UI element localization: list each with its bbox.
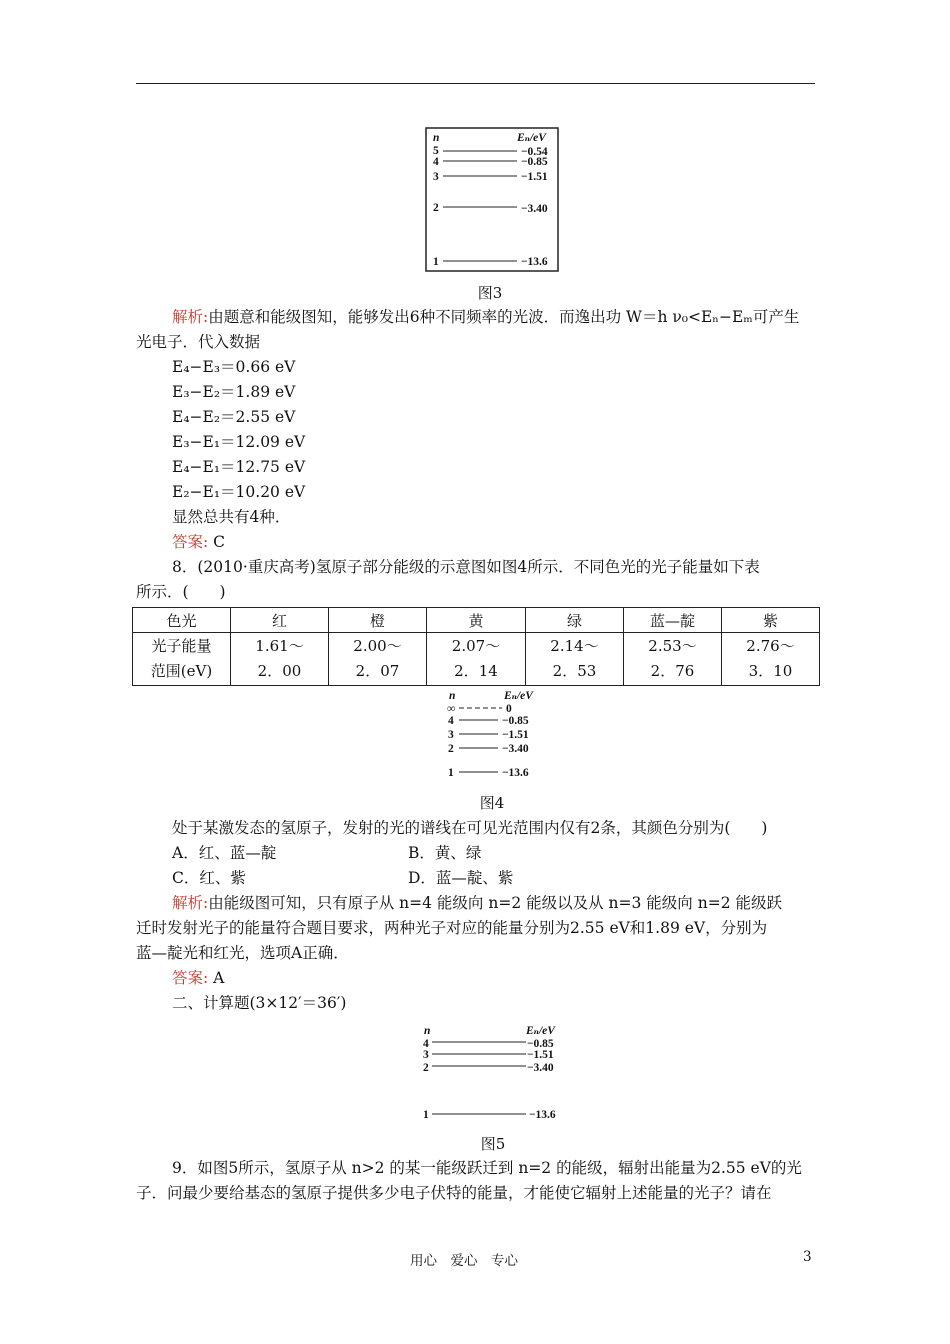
q7-equation: E₄−E₁＝12.75 eV [172, 458, 306, 476]
table-header-cell: 蓝—靛 [624, 608, 722, 633]
table-cell: 2.53～ 2．76 [624, 633, 722, 686]
header-rule [136, 83, 815, 84]
fig3-caption: 图3 [477, 284, 503, 302]
fig4-level-1-e: −13.6 [502, 767, 529, 779]
fig5-energy-level-diagram [418, 1022, 568, 1126]
fig3-n-label: n [433, 132, 440, 144]
table-cell: 1.61～ 2．00 [231, 633, 329, 686]
fig3-level-3-n: 3 [433, 171, 439, 183]
fig3-level-2-n: 2 [433, 202, 439, 214]
q8-answer-value: A [213, 969, 225, 987]
fig5-level-2-e: −3.40 [527, 1062, 554, 1074]
fig4-level-4-n: 4 [448, 715, 454, 727]
q8-option-d: D．蓝—靛、紫 [408, 869, 514, 887]
fig5-level-1-n: 1 [423, 1109, 429, 1121]
table-cell: 2.00～ 2．07 [329, 633, 427, 686]
q7-equation: E₃−E₁＝12.09 eV [172, 433, 306, 451]
q7-conclusion: 显然总共有4种． [172, 508, 291, 526]
table-header-cell: 黄 [427, 608, 526, 633]
fig3-level-4-n: 4 [433, 156, 439, 168]
table-row [133, 633, 820, 686]
q7-equation: E₃−E₂＝1.89 eV [172, 383, 296, 401]
q7-equation: E₂−E₁＝10.20 eV [172, 483, 306, 501]
footer-motto: 用心 爱心 专心 [410, 1253, 518, 1269]
fig5-level-1-e: −13.6 [529, 1109, 556, 1121]
table-header-row [133, 608, 820, 633]
fig4-level-3-e: −1.51 [502, 729, 529, 741]
q8-analysis-text-1: 由能级图可知，只有原子从 n=4 能级向 n=2 能级以及从 n=3 能级向 n=2 能级跃 [208, 894, 782, 912]
q7-answer-value: C [213, 533, 226, 551]
table-cell: 2.76～ 3．10 [722, 633, 820, 686]
fig4-level-inf-e: 0 [506, 703, 512, 715]
q8-analysis-text-3: 蓝—靛光和红光，选项A正确． [136, 944, 349, 962]
fig4-level-2-n: 2 [448, 743, 454, 755]
q7-analysis [172, 307, 799, 327]
fig5-e-label: Eₙ/eV [526, 1025, 555, 1037]
table-cell: 2.07～ 2．14 [427, 633, 526, 686]
photon-energy-table [132, 607, 820, 686]
q8-analysis-text-2: 迁时发射光子的能量符合题目要求，两种光子对应的能量分别为2.55 eV和1.89 eV，分别为 [136, 919, 768, 937]
fig3-level-5-e: −0.54 [521, 146, 548, 158]
page-number: 3 [803, 1249, 812, 1265]
fig5-level-4-e: −0.85 [527, 1038, 554, 1050]
q9-stem-1: 9．如图5所示，氢原子从 n>2 的某一能级跃迁到 n=2 的能级，辐射出能量为2.55 eV的光 [172, 1159, 802, 1177]
fig4-e-label: Eₙ/eV [504, 690, 533, 702]
q8-option-b: B．黄、绿 [408, 844, 482, 862]
q8-stem-1: 8．(2010·重庆高考)氢原子部分能级的示意图如图4所示．不同色光的光子能量如下表 [172, 558, 760, 576]
fig3-level-5-n: 5 [433, 145, 439, 157]
table-header-cell: 紫 [722, 608, 820, 633]
q7-equation: E₄−E₂＝2.55 eV [172, 408, 296, 426]
q8-analysis [172, 893, 782, 913]
q8-analysis-label: 解析: [172, 894, 209, 912]
table-header-cell: 红 [231, 608, 329, 633]
fig5-level-2-n: 2 [423, 1062, 429, 1074]
fig5-level-3-n: 3 [423, 1049, 429, 1061]
fig3-e-label: Eₙ/eV [517, 132, 546, 144]
table-header-cell: 绿 [526, 608, 624, 633]
q8-option-c: C．红、紫 [172, 869, 246, 887]
fig4-caption: 图4 [479, 794, 505, 812]
q7-analysis-text-2: 光电子．代入数据 [136, 333, 261, 351]
fig3-level-1-e: −13.6 [521, 256, 548, 268]
fig5-caption: 图5 [480, 1135, 506, 1153]
fig5-level-4-n: 4 [423, 1038, 429, 1050]
fig4-level-3-n: 3 [448, 729, 454, 741]
fig4-level-2-e: −3.40 [502, 743, 529, 755]
q7-analysis-label: 解析: [172, 308, 209, 326]
table-header-cell: 色光 [133, 608, 231, 633]
fig5-level-3-e: −1.51 [527, 1049, 554, 1061]
fig3-level-1-n: 1 [433, 256, 439, 268]
fig4-n-label: n [449, 690, 456, 702]
fig4-level-inf-n: ∞ [447, 703, 456, 715]
q7-answer-label: 答案: [172, 533, 209, 551]
q7-equation: E₄−E₃＝0.66 eV [172, 358, 296, 376]
section-heading: 二、计算题(3×12′＝36′) [172, 994, 347, 1012]
fig4-level-4-e: −0.85 [502, 715, 529, 727]
q8-answer-label: 答案: [172, 969, 209, 987]
q9-stem-2: 子．问最少要给基态的氢原子提供多少电子伏特的能量，才能使它辐射上述能量的光子？请在 [136, 1184, 772, 1202]
fig3-level-4-e: −0.85 [521, 156, 548, 168]
table-cell: 2.14～ 2．53 [526, 633, 624, 686]
table-row-label: 光子能量 范围(eV) [133, 633, 231, 686]
fig3-level-2-e: −3.40 [521, 203, 548, 215]
q7-analysis-text-1: 由题意和能级图知，能够发出6种不同频率的光波．而逸出功 W＝h ν₀<Eₙ−Eₘ可产生 [208, 308, 800, 326]
fig4-level-1-n: 1 [448, 767, 454, 779]
fig3-level-3-e: −1.51 [521, 171, 548, 183]
q8-option-a: A．红、蓝—靛 [172, 844, 277, 862]
table-header-cell: 橙 [329, 608, 427, 633]
fig3-energy-level-diagram [425, 127, 560, 273]
q8-answer [172, 968, 224, 988]
q7-answer [172, 532, 225, 552]
fig4-energy-level-diagram [440, 687, 550, 783]
fig5-n-label: n [424, 1025, 431, 1037]
q8-stem-2: 所示．( ) [136, 583, 226, 601]
q8-question: 处于某激发态的氢原子，发射的光的谱线在可见光范围内仅有2条，其颜色分别为( ) [172, 819, 768, 837]
